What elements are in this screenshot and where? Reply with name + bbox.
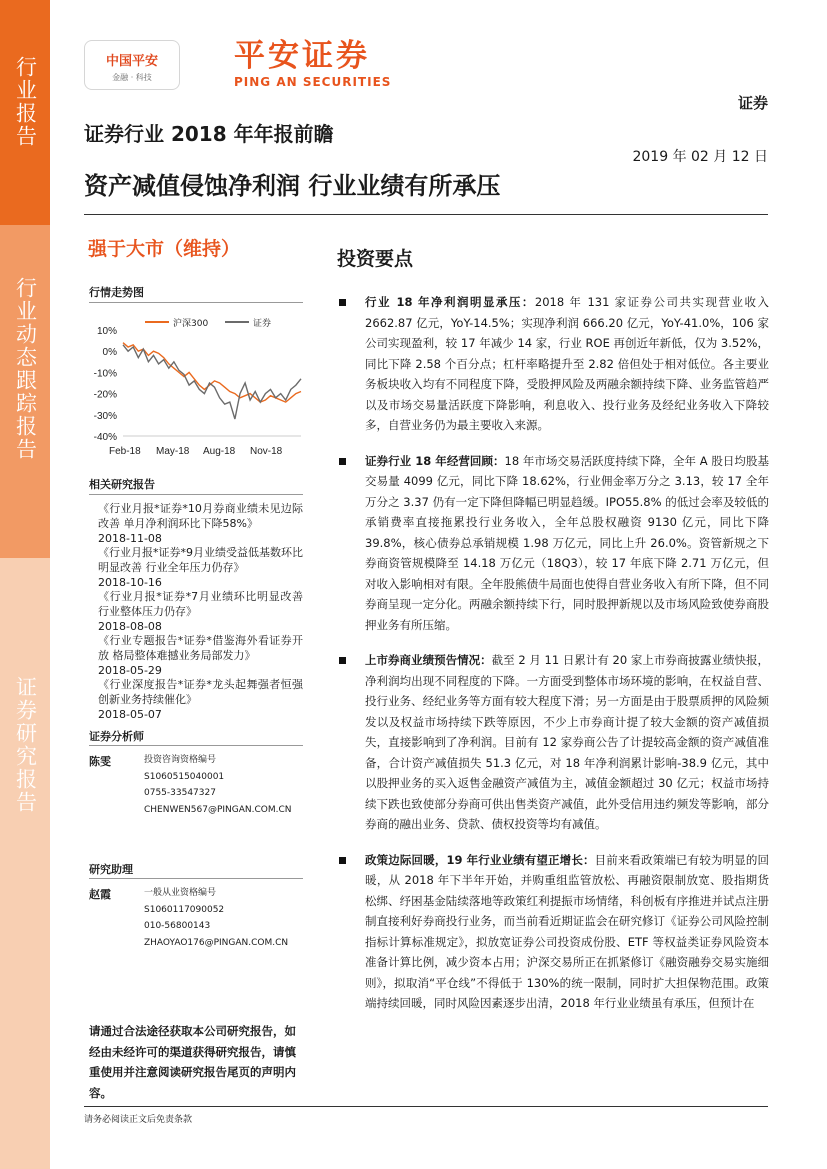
pingan-group-logo-text: 中国平安 (105, 54, 158, 69)
report-title: 资产减值侵蚀净利润 行业业绩有所承压 (84, 172, 501, 200)
y-tick-label: -30% (93, 410, 117, 422)
analyst-divider (89, 745, 303, 746)
chart-lines (123, 343, 301, 419)
bullet-body: 18 年市场交易活跃度持续下降，全年 A 股日均股基交易量 4099 亿元，同比下降 18.62%，行业佣金率万分之 3.13，较 17 全年万分之 3.37 仍有一定下降但降幅已明显趋缓。IPO55.8% 的低过会率及较低的承销费率直接拖累投行业务收入，全年总股权融资 9130 亿元，同比下降 39.8%，核心债券总承销规模 1.98 万亿元，同比上升 26.0%。资管新规之下券商资管规模降至 14.18 万亿元（18Q3），较 17 年底下降 2.71 万亿元，但对收入影响相对有限。全年股熊债牛局面也使得自营业务收入有所下降，但不同券商呈现一定分化。两融余额持续下行，同时股押新规以及市场风险致使券商股押业务有所压缩。 (365, 453, 769, 632)
x-tick-label: Feb-18 (109, 446, 141, 457)
related-report-1[interactable]: 《行业月报*证券*10月券商业绩未见边际改善 单月净利润环比下降58%》 (98, 502, 303, 530)
y-tick-label: -20% (93, 389, 117, 401)
related-reports-title: 相关研究报告 (89, 478, 155, 491)
pingan-securities-logo (234, 38, 394, 94)
pingan-securities-logo-en: PING AN SECURITIES (234, 75, 392, 89)
bullet-item (339, 292, 769, 436)
footer-disclaimer: 请务必阅读正文后免责条款 (84, 1115, 193, 1125)
sidebar-industry-report (0, 0, 50, 225)
trend-chart-svg (89, 310, 305, 462)
industry-label: 证券 (737, 94, 768, 112)
assistant-divider (89, 878, 303, 879)
y-tick-label: 10% (96, 326, 117, 337)
x-tick-label: Nov-18 (250, 446, 283, 457)
related-report-3-date: 2018-08-08 (98, 620, 162, 633)
pingan-securities-logo-cn: 平安证券 (234, 38, 370, 74)
chart-legend (145, 317, 271, 329)
x-tick-label: May-18 (156, 446, 190, 457)
bullet-square-icon (339, 299, 346, 306)
x-tick-label: Aug-18 (203, 446, 236, 457)
analyst-email[interactable]: CHENWEN567@PINGAN.COM.CN (144, 804, 292, 815)
report-date: 2019 年 02 月 12 日 (632, 149, 768, 165)
sidebar-dynamic-report (0, 225, 50, 558)
header-divider (84, 214, 768, 215)
related-report-4[interactable]: 《行业专题报告*证券*借鉴海外看证券开放 格局整体难撼业务局部发力》 (98, 634, 303, 662)
bullet-head: 行业 18 年净利润明显承压： (365, 295, 535, 309)
assistant-email[interactable]: ZHAOYAO176@PINGAN.COM.CN (144, 937, 289, 948)
bullet-head: 证券行业 18 年经营回顾： (365, 453, 505, 468)
related-report-2[interactable]: 《行业月报*证券*9月业绩受益低基数环比明显改善 行业全年压力仍存》 (98, 546, 303, 574)
analyst-cert-label: 投资咨询资格编号 (144, 755, 217, 765)
assistant-cert-number: S1060117090052 (144, 904, 225, 915)
related-divider (89, 494, 303, 495)
y-tick-label: -10% (93, 368, 117, 380)
bullet-head: 政策边际回暖，19 年行业业绩有望正增长： (365, 852, 595, 867)
legal-notice: 请通过合法途径获取本公司研究报告，如经由未经许可的渠道获得研究报告，请慎重使用并注意阅读研究报告尾页的声明内容。 (89, 1024, 296, 1100)
y-tick-label: -40% (93, 432, 117, 443)
sidebar-label-2: 行业动态跟踪报告 (13, 277, 38, 461)
related-report-3[interactable]: 《行业月报*证券*7月业绩环比明显改善 行业整体压力仍存》 (98, 590, 303, 618)
related-report-5-date: 2018-05-07 (98, 708, 162, 721)
sidebar-label-3: 证券研究报告 (13, 676, 38, 814)
related-report-5[interactable]: 《行业深度报告*证券*龙头起舞强者恒强 创新业务持续催化》 (98, 678, 303, 706)
analyst-phone: 0755-33547327 (144, 788, 216, 798)
bullet-item (339, 850, 769, 1014)
assistant-phone: 010-56800143 (144, 921, 211, 931)
bullet-square-icon (339, 458, 346, 465)
bullet-item (339, 451, 769, 636)
series-line-csi300 (123, 343, 301, 402)
analyst-name: 陈雯 (89, 755, 111, 768)
legend-label: 证券 (253, 319, 272, 329)
assistant-info (144, 885, 288, 951)
bullet-head: 上市券商业绩预告情况： (365, 653, 492, 667)
investment-points (339, 292, 769, 1029)
trend-chart (89, 310, 305, 462)
related-report-1-date: 2018-11-08 (98, 532, 162, 545)
sidebar-research-report (0, 558, 50, 1169)
assistant-name: 赵霞 (89, 888, 111, 901)
report-subtitle: 证券行业 2018 年年报前瞻 (84, 122, 334, 146)
legend-label: 沪深300 (173, 319, 209, 329)
rating-label: 强于大市（维持） (88, 238, 241, 260)
bullet-body: 目前来看政策端已有较为明显的回暖，从 2018 年下半年开始，并购重组监管放松、再融资限制放宽、股指期货松绑、纾困基金陆续落地等政策红利提振市场情绪，科创板有序推进并试点注册制直接利好券商投行业务，而当前看近期证监会在研究修订《证券公司风险控制指标计算标准规定》，拟放宽证券公司投资成份股、ETF 等权益类证券风险资本准备计算比例，减少资本占用；沪深交易所正在抓紧修订《融资融券交易实施细则》，拟取消“平仓线”不得低于 130%的统一限制，同时扩大担保物范围。政策端持续回暖，同时风险因素逐步出清，2018 年行业业绩虽有承压，但预计在 (365, 852, 769, 1010)
pingan-group-logo-sub: 金融 · 科技 (112, 73, 152, 82)
x-axis (109, 436, 301, 457)
trend-divider (89, 302, 303, 303)
analyst-cert-number: S1060515040001 (144, 771, 225, 782)
y-tick-label: 0% (102, 347, 117, 359)
trend-chart-title: 行情走势图 (89, 286, 144, 299)
analyst-title: 证券分析师 (89, 730, 144, 743)
bullet-body: 截至 2 月 11 日累计有 20 家上市券商披露业绩快报，净利润均出现不同程度的下降。一方面受到整体市场环境的影响，在权益自营、投行业务、经纪业务等方面有较大程度下滑；另一方面是由于股票质押的风险频发以及权益市场持续下跌等原因，不少上市券商计提了较大金额的资产减值损失，直接影响到了净利润。目前有 12 家券商公告了计提较高金额的资产减值准备，合计资产减值损失 51.3 亿元，对 18 年净利润累计影响-38.9 亿元，其中以股押业务的买入返售金融资产减值为主，减值金额超过 30 亿元；权益市场持续下跌也致使部分券商可供出售类资产减值，此外受信用违约频发等影响，部分券商的融出业务、贷款、债权投资等均有减值。 (365, 653, 770, 831)
assistant-title: 研究助理 (89, 863, 133, 876)
analyst-info (144, 752, 292, 818)
bullet-body: 2018 年 131 家证券公司共实现营业收入 2662.87 亿元，YoY-14.5%；实现净利润 666.20 亿元，YoY-41.0%，106 家公司实现盈利，较 17 年减少 14 家，行业 ROE 再创近年新低，仅为 3.52%，同比下降 2.58 个百分点；杠杆率略提升至 2.82 倍但处于相对低位。各主要业务板块收入均有不同程度下降，受股押风险及两融余额持续下降、业务监管趋严以及市场交易量活跃度下降影响，利息收入、投行业务及经纪业务收入下降较多，自营业务仍为最主要收入来源。 (365, 295, 769, 432)
left-sidebar (0, 0, 50, 1169)
related-report-2-date: 2018-10-16 (98, 576, 162, 589)
related-report-4-date: 2018-05-29 (98, 664, 162, 677)
section-title: 投资要点 (337, 248, 414, 270)
assistant-cert-label: 一般从业资格编号 (144, 888, 217, 898)
bullet-square-icon (339, 657, 346, 664)
pingan-group-logo (84, 40, 180, 90)
footer-divider (84, 1106, 768, 1107)
y-axis (94, 326, 117, 443)
bullet-square-icon (339, 857, 346, 864)
bullet-item (339, 650, 769, 835)
sidebar-label-1: 行业报告 (13, 56, 38, 148)
series-line-securities (123, 345, 301, 419)
